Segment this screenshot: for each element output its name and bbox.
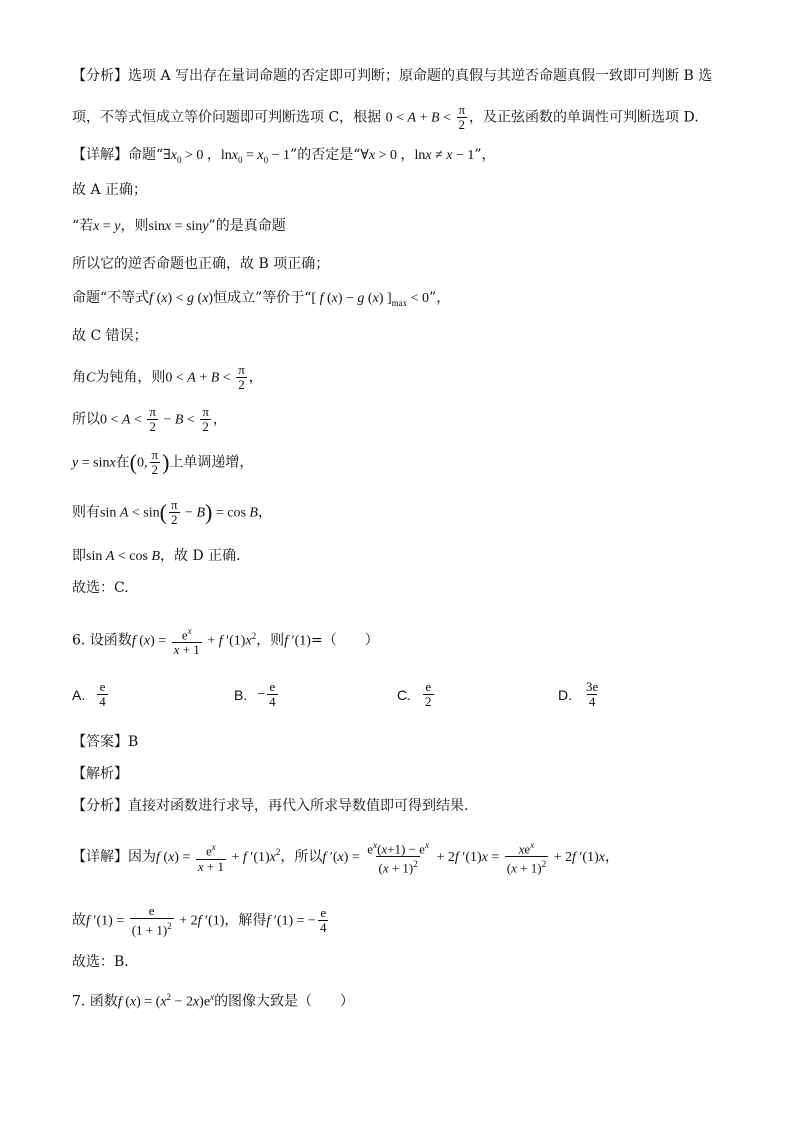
text-line: 即sin A < cos B，故 D 正确. — [72, 548, 241, 564]
text-line: 角C为钝角，则0 < A + B < $\frac{\pi}{2}$ ， — [72, 362, 263, 392]
text-line: y = sinx在(0, $\frac{\pi}{2}$ )上单调递增， — [72, 447, 254, 477]
text-line: 故选：C. — [72, 580, 129, 596]
answer-line: 【答案】B — [72, 734, 139, 750]
text-line: 故 A 正确； — [72, 182, 148, 198]
text-line: 故 C 错误； — [72, 328, 148, 344]
text-line: 所以它的逆否命题也正确，故 B 项正确； — [72, 256, 330, 272]
detail-line: 【详解】命题“$\exists x_0 > 0$ ，$\ln x_0 = x_0 - 1$”的否定是“∀x > 0 ，lnx ≠ x − 1”， — [72, 147, 496, 165]
text-line: 故选：B. — [72, 954, 129, 970]
jiexi-label: 【解析】 — [72, 766, 128, 782]
text-line: 命题“不等式f (x) < g (x)恒成立”等价于“[ f (x) − g (x) ]$_{max} < 0$”， — [72, 290, 451, 308]
text-line: 所以0 < A < $\frac{\pi}{2}$ − B < $\frac{\pi}{2}$ ， — [72, 404, 227, 434]
derivation-line: 【详解】因为f (x) = $\frac{e^x}{x + 1}$ + f $'(1)x^2$，所以f ′(x) = $\frac{e^x(x+1) - e^x}{(x + 1)^2}$ + 2f ′(1)x = $\frac{xe^x}{(x + 1)^2}$ + 2f ′(1)x， — [72, 840, 619, 876]
answer-options — [72, 680, 752, 724]
option-a[interactable]: A. $\frac{e}{4}$ — [72, 679, 106, 709]
text-line: 则有sin A < sin( $\frac{\pi}{2}$ − B) = cos B， — [72, 497, 272, 527]
analysis-line: 【分析】直接对函数进行求导，再代入所求导数值即可得到结果. — [72, 798, 469, 814]
option-c[interactable]: C. $\frac{e}{2}$ — [397, 679, 432, 709]
option-d[interactable]: D. $\frac{3e}{4}$ — [558, 679, 599, 709]
derivation-line: 故f ′(1) = $\frac{e}{(1 + 1)^2}$ + 2f ′(1)，解得f ′(1) = − $\frac{e}{4}$ — [72, 903, 327, 938]
fraction: $\frac{\pi}{2}$ — [458, 102, 466, 132]
text-line: “若x = y，则sinx = siny”的是真命题 — [72, 218, 286, 234]
question-7: 7. 函数f $(x) = (x^2 - 2x)e^x$的图像大致是（ ） — [72, 992, 355, 1010]
analysis-line-2: 项，不等式恒成立等价问题即可判断选项 C，根据 0 < A + B < $\frac{\pi}{2}$ ，及正弦函数的单调性可判断选项 D. — [72, 102, 699, 132]
option-b[interactable]: B. − $\frac{e}{4}$ — [234, 679, 276, 709]
analysis-line-1: 【分析】选项 A 写出存在量词命题的否定即可判断；原命题的真假与其逆否命题真假一致即可判断 B 选 — [72, 68, 713, 84]
question-6: 6. 设函数f (x) = $\frac{e^x}{x + 1}$ + f $'(1)x^2$，则f ′(1)=（ ） — [72, 626, 379, 658]
